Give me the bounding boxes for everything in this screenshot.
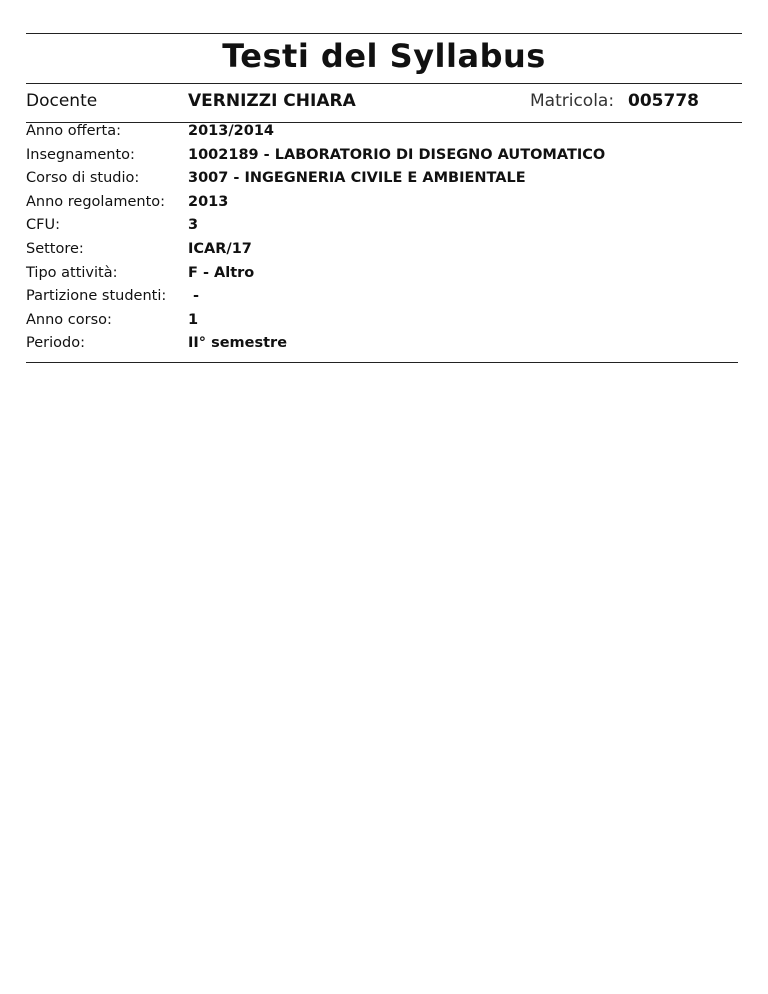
field-label: Anno regolamento: <box>26 193 166 210</box>
course-details <box>0 121 768 357</box>
field-label: Anno offerta: <box>26 123 121 139</box>
field-row-cfu <box>0 215 768 239</box>
field-value: F - Altro <box>188 264 255 281</box>
field-label: Partizione studenti: <box>26 288 167 305</box>
field-value: 3 <box>188 217 199 234</box>
field-value: II° semestre <box>188 335 288 352</box>
teacher-header <box>0 90 768 114</box>
docente-value: VERNIZZI CHIARA <box>188 91 356 111</box>
page-title: Testi del Syllabus <box>222 37 546 75</box>
top-divider <box>26 33 742 34</box>
field-row-insegnamento <box>0 145 768 169</box>
field-value: - <box>193 288 200 305</box>
field-label: Insegnamento: <box>26 146 135 163</box>
field-row-anno-regolamento <box>0 192 768 216</box>
field-value: 2013 <box>188 193 229 210</box>
field-row-anno-corso <box>0 310 768 334</box>
field-value: 2013/2014 <box>188 123 275 139</box>
matricola-value: 005778 <box>628 91 699 111</box>
docente-label: Docente <box>26 91 98 111</box>
field-value: 1002189 - LABORATORIO DI DISEGNO AUTOMATICO <box>188 146 606 163</box>
field-row-tipo-attivita <box>0 263 768 287</box>
field-label: Anno corso: <box>26 311 112 328</box>
field-row-partizione-studenti <box>0 286 768 310</box>
field-row-anno-offerta <box>0 121 768 145</box>
field-label: Periodo: <box>26 335 85 352</box>
field-label: Settore: <box>26 240 84 257</box>
field-value: 1 <box>188 311 199 328</box>
field-value: 3007 - INGEGNERIA CIVILE E AMBIENTALE <box>188 170 526 187</box>
matricola-label: Matricola: <box>530 91 615 111</box>
field-label: CFU: <box>26 217 60 234</box>
field-row-corso-di-studio <box>0 168 768 192</box>
field-row-settore <box>0 239 768 263</box>
title-divider <box>26 83 742 84</box>
field-label: Corso di studio: <box>26 170 140 187</box>
field-row-periodo <box>0 333 768 357</box>
field-label: Tipo attività: <box>26 264 118 281</box>
bottom-divider <box>26 362 738 363</box>
field-value: ICAR/17 <box>188 240 252 257</box>
